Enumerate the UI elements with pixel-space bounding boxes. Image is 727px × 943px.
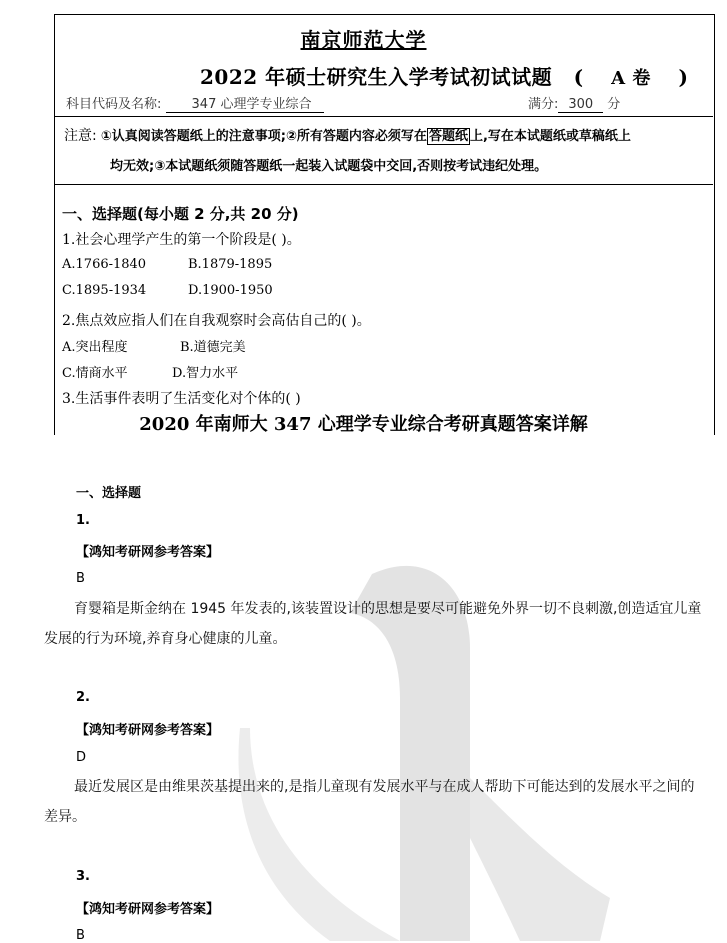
section-heading: 一、选择题(每小题 2 分,共 20 分) bbox=[62, 205, 299, 223]
answer-ref-label: 【鸿知考研网参考答案】 bbox=[76, 723, 220, 738]
question-option: C.情商水平 bbox=[62, 366, 128, 381]
paper-close-paren: ) bbox=[678, 65, 689, 89]
university-name: 南京师范大学 bbox=[300, 28, 427, 52]
notice-label: 注意: bbox=[64, 128, 97, 144]
question-option: A.1766-1840 bbox=[62, 257, 147, 272]
divider bbox=[54, 184, 713, 185]
question-option: C.1895-1934 bbox=[62, 283, 147, 298]
answer-document bbox=[0, 398, 727, 941]
answer-letter: D bbox=[76, 750, 87, 765]
answer-sheet-box: 答题纸 bbox=[428, 129, 468, 144]
exam-paper bbox=[0, 0, 727, 407]
answer-explanation: 最近发展区是由维果茨基提出来的,是指儿童现有发展水平与在成人帮助下可能达到的发展水平之间的差异。 bbox=[44, 779, 695, 825]
paper-open-paren: ( bbox=[573, 65, 584, 89]
notice-line-2: 均无效;③本试题纸须随答题纸一起装入试题袋中交回,否则按考试违纪处理。 bbox=[110, 159, 548, 174]
subject-name: 347 心理学专业综合 bbox=[166, 93, 324, 113]
question-option: D.1900-1950 bbox=[188, 283, 273, 298]
answer-ref-label: 【鸿知考研网参考答案】 bbox=[76, 545, 220, 560]
question-stem: 1.社会心理学产生的第一个阶段是( )。 bbox=[62, 232, 301, 248]
answers-title: 2020 年南师大 347 心理学专业综合考研真题答案详解 bbox=[139, 414, 588, 435]
paper-version: A 卷 bbox=[611, 68, 651, 89]
question-stem: 3.生活事件表明了生活变化对个体的( ) bbox=[62, 391, 301, 407]
subject-line: 科目代码及名称: 347 心理学专业综合 bbox=[66, 93, 324, 113]
question-option: B.道德完美 bbox=[180, 340, 246, 355]
answer-number: 1. bbox=[76, 513, 90, 528]
divider bbox=[54, 116, 713, 117]
question-option: B.1879-1895 bbox=[188, 257, 273, 272]
question-option: D.智力水平 bbox=[172, 366, 239, 381]
score-value: 300 bbox=[558, 97, 603, 113]
answer-number: 2. bbox=[76, 690, 90, 705]
answer-ref-label: 【鸿知考研网参考答案】 bbox=[76, 902, 220, 917]
answer-number: 3. bbox=[76, 869, 90, 884]
question-option: A.突出程度 bbox=[62, 340, 128, 355]
answer-letter: B bbox=[76, 571, 85, 586]
answer-explanation: 育婴箱是斯金纳在 1945 年发表的,该装置设计的思想是要尽可能避免外界一切不良刺激,创造适宜儿童发展的行为环境,养育身心健康的儿童。 bbox=[44, 601, 702, 647]
notice-line-1: 注意: ①认真阅读答题纸上的注意事项;②所有答题内容必须写在 答题纸 上,写在本试题纸或草稿纸上 bbox=[64, 128, 631, 144]
answer-letter: B bbox=[76, 928, 85, 943]
exam-title: 2022 年硕士研究生入学考试初试试题 ( A 卷 ) bbox=[200, 65, 689, 89]
watermark-logo bbox=[0, 398, 727, 941]
question-stem: 2.焦点效应指人们在自我观察时会高估自己的( )。 bbox=[62, 313, 371, 329]
score-line: 满分: 300 分 bbox=[528, 97, 621, 112]
answers-section: 一、选择题 bbox=[76, 486, 142, 501]
